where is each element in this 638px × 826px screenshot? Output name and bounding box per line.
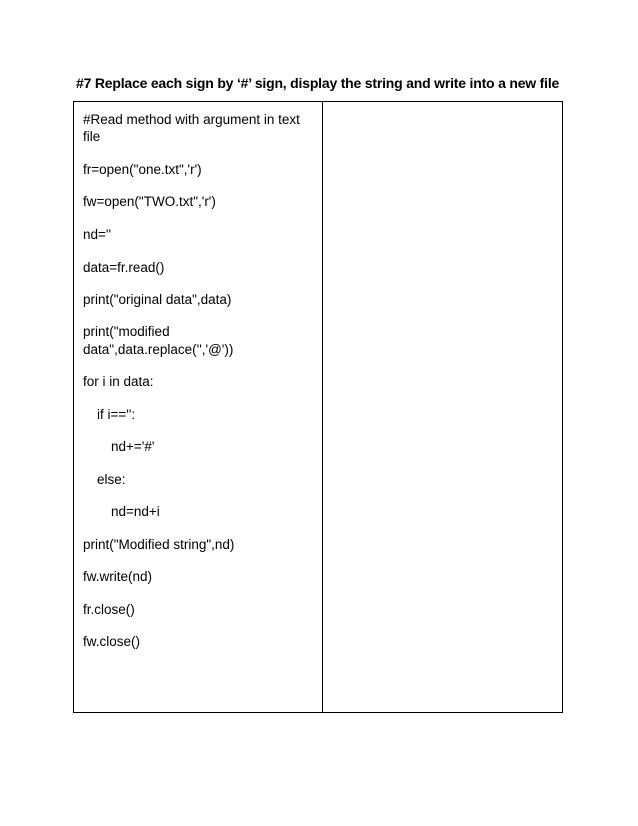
code-line: print("original data",data) xyxy=(83,292,232,307)
code-line: nd+='#' xyxy=(111,439,155,454)
code-line: nd='' xyxy=(83,227,112,242)
code-line: fw.write(nd) xyxy=(83,569,153,584)
code-line: fr.close() xyxy=(83,602,135,617)
code-table xyxy=(73,101,563,713)
code-line: fw=open("TWO.txt",'r') xyxy=(83,194,216,209)
code-line: nd=nd+i xyxy=(111,504,160,519)
code-line: fw.close() xyxy=(83,634,141,649)
code-line: fr=open("one.txt",'r') xyxy=(83,162,202,177)
code-line: for i in data: xyxy=(83,374,154,389)
code-line: if i=='': xyxy=(97,407,136,422)
code-cell xyxy=(74,102,323,712)
page-heading: #7 Replace each sign by ‘#’ sign, display the string and write into a new file xyxy=(76,75,560,91)
code-line: #Read method with argument in text xyxy=(83,112,300,127)
output-cell xyxy=(323,102,562,712)
code-line: else: xyxy=(97,472,126,487)
code-line: print("modified xyxy=(83,324,170,339)
code-line: data=fr.read() xyxy=(83,260,165,275)
code-line: print("Modified string",nd) xyxy=(83,537,235,552)
code-line: data",data.replace('','@')) xyxy=(83,342,234,357)
code-line: file xyxy=(83,129,101,144)
